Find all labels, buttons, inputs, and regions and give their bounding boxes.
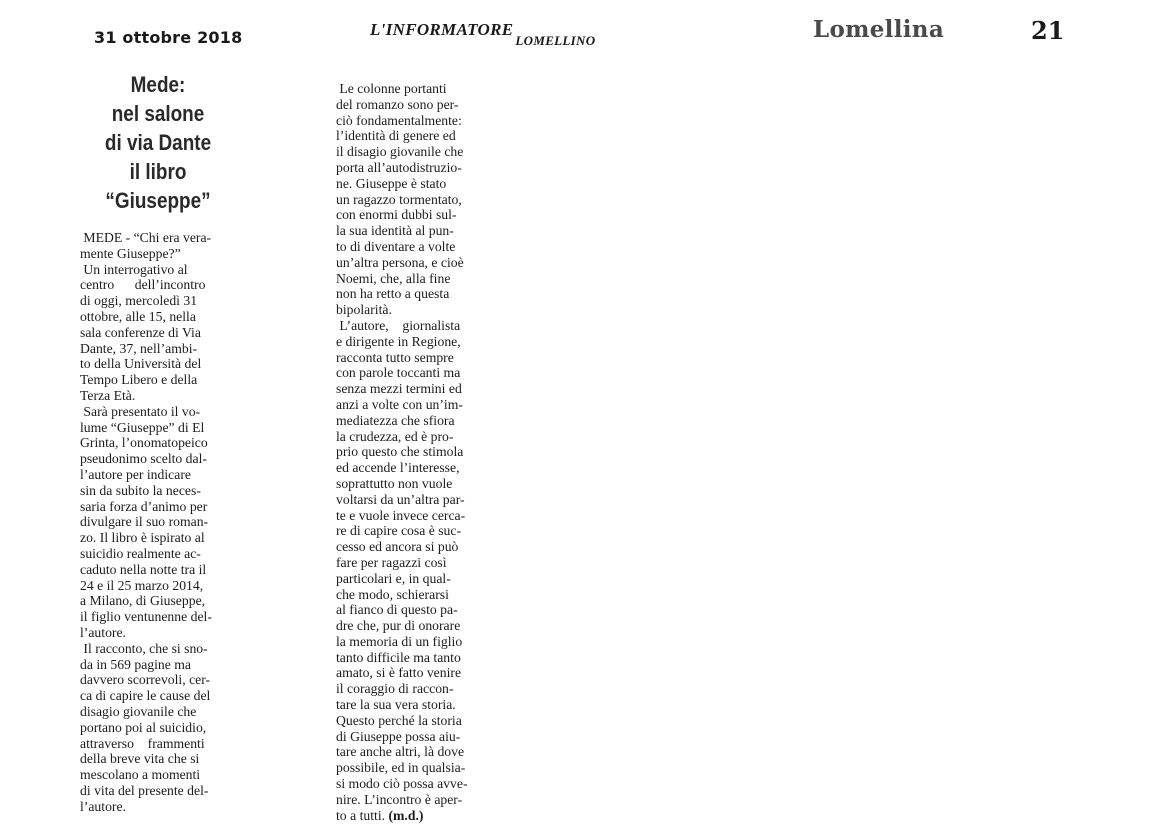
text-line: mediatezza che sfiora bbox=[336, 412, 455, 428]
text-line bbox=[336, 808, 491, 824]
text-line: ciò fondamentalmente: bbox=[336, 112, 462, 128]
text-line: sin da subito la neces- bbox=[80, 482, 201, 498]
text-line: l’autore. bbox=[80, 798, 126, 814]
text-line: senza mezzi termini ed bbox=[336, 381, 462, 397]
text-line: ottobre, alle 15, nella bbox=[80, 308, 196, 324]
page-number: 21 bbox=[1031, 16, 1065, 45]
text-line: to della Università del bbox=[80, 356, 202, 372]
text-line: L’autore, giornalista bbox=[336, 317, 461, 333]
text-line: saria forza d’animo per bbox=[80, 498, 208, 514]
text-line: di oggi, mercoledì 31 bbox=[80, 293, 198, 309]
text-line: Questo perché la storia bbox=[336, 712, 462, 728]
text-line: con enormi dubbi sul- bbox=[336, 207, 457, 223]
text-line: Il racconto, che si sno- bbox=[80, 640, 208, 656]
headline-line: di via Dante bbox=[104, 130, 212, 155]
text-line: attraverso frammenti bbox=[80, 735, 205, 751]
text-line: to di diventare a volte bbox=[336, 238, 456, 254]
text-line: Grinta, l’onomatopeico bbox=[80, 435, 208, 451]
text-line: pseudonimo scelto dal- bbox=[80, 451, 207, 467]
text-line: tare anche altri, là dove bbox=[336, 744, 465, 760]
text-line: ed accende l’interesse, bbox=[336, 460, 460, 476]
text-line: mente Giuseppe?” bbox=[80, 245, 181, 261]
text-line: zo. Il libro è ispirato al bbox=[80, 530, 205, 546]
text-line: tare la sua vera storia. bbox=[336, 697, 456, 713]
text-line: MEDE - “Chi era vera- bbox=[80, 230, 212, 245]
text-line: del romanzo sono per- bbox=[336, 96, 459, 112]
text-line-content: to a tutti. bbox=[336, 807, 386, 823]
headline-line: “Giuseppe” bbox=[105, 188, 211, 213]
text-line: della breve vita che si bbox=[80, 751, 200, 767]
text-line: amato, si è fatto venire bbox=[336, 665, 462, 681]
text-line: mescolano a momenti bbox=[80, 767, 201, 783]
text-line: caduto nella notte tra il bbox=[80, 561, 207, 577]
text-line: Un interrogativo al bbox=[80, 261, 188, 277]
article-headline bbox=[89, 70, 227, 215]
headline-line: Mede: bbox=[130, 72, 186, 97]
text-line: un ragazzo tormentato, bbox=[336, 191, 462, 207]
text-line: da in 569 pagine ma bbox=[80, 656, 191, 672]
text-line: Tempo Libero e della bbox=[80, 372, 198, 388]
author-signature: (m.d.) bbox=[388, 807, 424, 823]
text-line: Terza Età. bbox=[80, 387, 136, 403]
text-line: re di capire cosa è suc- bbox=[336, 523, 462, 539]
issue-date: 31 ottobre 2018 bbox=[94, 28, 243, 47]
headline-line: il libro bbox=[129, 159, 187, 184]
text-line: il disagio giovanile che bbox=[336, 144, 464, 160]
text-line: nire. L’incontro è aper- bbox=[336, 791, 463, 807]
text-line: al fianco di questo pa- bbox=[336, 602, 458, 618]
text-line: Sarà presentato il vo- bbox=[80, 403, 201, 419]
text-line: e dirigente in Regione, bbox=[336, 333, 461, 349]
text-line: possibile, ed in qualsia- bbox=[336, 760, 466, 776]
text-line: centro dell’incontro bbox=[80, 277, 206, 293]
masthead-title: L'INFORMATORE bbox=[370, 20, 514, 39]
text-line: l’autore per indicare bbox=[80, 466, 191, 482]
article-column-1 bbox=[80, 230, 230, 814]
text-line: con parole toccanti ma bbox=[336, 365, 461, 381]
text-line: 24 e il 25 marzo 2014, bbox=[80, 577, 204, 593]
text-line: a Milano, di Giuseppe, bbox=[80, 593, 206, 609]
headline-line: nel salone bbox=[111, 101, 205, 126]
text-line: non ha retto a questa bbox=[336, 286, 450, 302]
text-line: portano poi al suicidio, bbox=[80, 719, 207, 735]
text-line: che modo, schierarsi bbox=[336, 586, 449, 602]
text-line: lume “Giuseppe” di El bbox=[80, 419, 205, 435]
text-line: il coraggio di raccon- bbox=[336, 681, 454, 697]
text-line: prio questo che stimola bbox=[336, 444, 464, 460]
text-line: tanto difficile ma tanto bbox=[336, 649, 461, 665]
text-line: la memoria di un figlio bbox=[336, 633, 463, 649]
text-line: ne. Giuseppe è stato bbox=[336, 175, 447, 191]
text-line: suicidio realmente ac- bbox=[80, 545, 201, 561]
text-line: cesso ed ancora si può bbox=[336, 539, 459, 555]
text-line: divulgare il suo roman- bbox=[80, 514, 209, 530]
text-line: sala conferenze di Via bbox=[80, 324, 201, 340]
text-line: particolari e, in qual- bbox=[336, 570, 451, 586]
text-line: racconta tutto sempre bbox=[336, 349, 454, 365]
text-line: porta all’autodistruzio- bbox=[336, 159, 462, 175]
text-line: il figlio ventunenne del- bbox=[80, 609, 212, 625]
text-line: ca di capire le cause del bbox=[80, 688, 211, 704]
masthead-subtitle: LOMELLINO bbox=[515, 33, 596, 48]
text-line: la crudezza, ed è pro- bbox=[336, 428, 454, 444]
text-line: anzi a volte con un’im- bbox=[336, 396, 463, 412]
text-line: Dante, 37, nell’ambi- bbox=[80, 340, 198, 356]
text-line: bipolarità. bbox=[336, 302, 392, 318]
text-line: un’altra persona, e cioè bbox=[336, 254, 464, 270]
text-line: te e vuole invece cerca- bbox=[336, 507, 466, 523]
text-line: si modo ciò possa avve- bbox=[336, 776, 468, 792]
masthead bbox=[370, 20, 596, 48]
text-line: dre che, pur di onorare bbox=[336, 618, 461, 634]
text-line: l’autore. bbox=[80, 624, 126, 640]
text-line: soprattutto non vuole bbox=[336, 475, 453, 491]
text-line: davvero scorrevoli, cer- bbox=[80, 672, 211, 688]
text-line: l’identità di genere ed bbox=[336, 128, 456, 144]
article-column-2 bbox=[336, 81, 491, 823]
text-line: disagio giovanile che bbox=[80, 703, 197, 719]
text-line: Le colonne portanti bbox=[336, 81, 447, 96]
section-title: Lomellina bbox=[813, 16, 945, 43]
text-line: voltarsi da un’altra par- bbox=[336, 491, 465, 507]
text-line: la sua identità al pun- bbox=[336, 223, 454, 239]
text-line: Noemi, che, alla fine bbox=[336, 270, 451, 286]
text-line: di vita del presente del- bbox=[80, 782, 209, 798]
text-line: di Giuseppe possa aiu- bbox=[336, 728, 461, 744]
text-line: fare per ragazzi così bbox=[336, 554, 447, 570]
